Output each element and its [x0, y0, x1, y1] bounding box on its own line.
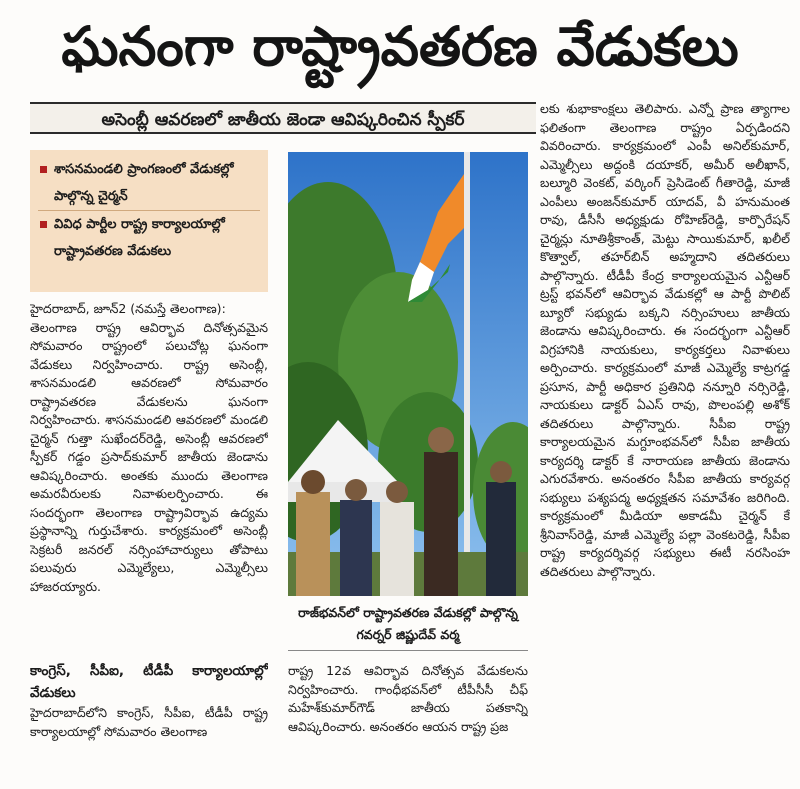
body-paragraph: లకు శుభాకాంక్షలు తెలిపారు. ఎన్నో ప్రాణ త్యాగాల ఫలితంగా తెలంగాణ రాష్ట్రం ఏర్పడిందని వివరించారు. కార్యక్రమంలో ఎంపీ అనిల్‌కుమార్‌, ఎమ్మెల్సీలు అద్దంకి దయాకర్‌, అమీర్‌ అలీఖాన్‌, బల్మూరి వెంకట్‌, వర్కింగ్‌ ప్రెసిడెంట్‌ గీతారెడ్డి, మాజీ ఎంపీలు అంజన్‌కుమార్‌ యాదవ్‌, వీ హనుమంత రావు, డీసీసీ అధ్యక్షుడు రోహిణ్‌రెడ్డి, కార్పొరేషన్‌ చైర్మన్లు నూతిశ్రీకాంత్‌, మెట్టు సాయికుమార్‌, ఖలీల్‌ కొత్వాల్‌, తహర్‌బిన్‌ అహ్మదాని తదితరులు పాల్గొన్నారు. టీడీపీ కేంద్ర కార్యాలయమైన ఎన్టీఆర్‌ ట్రస్ట్‌ భవన్‌లో ఆవిర్భావ వేడుకల్లో ఆ పార్టీ పొలిట్‌ బ్యూరో సభ్యుడు బక్కని నర్సింహులు జాతీయ జెండాను ఆవిష్కరించారు. ఈ సందర్భంగా ఎన్టీఆర్‌ విగ్రహానికి నాయకులు, కార్యకర్తలు నివాళులు అర్పించారు. కార్యక్రమంలో మాజీ ఎమ్మెల్యే కాట్రగడ్డ ప్రసూన, పార్టీ అధికార ప్రతినిధి నన్నూరి నర్సిరెడ్డి, నాయకులు డాక్టర్‌ ఏఎస్‌ రావు, పొలంపల్లి అశోక్‌ తదితరులు పాల్గొన్నారు. సీపీఐ రాష్ట్ర కార్యాలయమైన మగ్దూంభవన్‌లో సీపీఐ జాతీయ కార్యదర్శి డాక్టర్‌ కే నారాయణ జాతీయ జెండాను ఎగురవేశారు. అనంతరం సీపీఐ జాతీయ కార్యవర్గ సభ్యులు పశ్యపద్మ అధ్యక్షతన సమావేశం జరిగింది. కార్యక్రమంలో మీడియా అకాడమీ చైర్మన్‌ కే శ్రీనివాస్‌రెడ్డి, మాజీ ఎమ్మెల్యే పల్లా వెంకటరెడ్డి, సీపీఐ రాష్ట్ర కార్యదర్శివర్గ సభ్యులు ఈటీ నరసింహ తదితరులు పాల్గొన్నారు.: [540, 101, 790, 579]
flag-hoisting-photo: [288, 152, 528, 596]
bullet-icon: [40, 221, 47, 228]
highlight-text: వివిధ పార్టీల రాష్ట్ర కార్యాలయాల్లో రాష్ట్రావతరణ వేడుకలు: [54, 217, 225, 259]
photo-caption: రాజ్‌భవన్‌లో రాష్ట్రావతరణ వేడుకల్లో పాల్గొన్న గవర్నర్‌ జిష్ణుదేవ్‌ వర్మ: [288, 602, 528, 651]
body-paragraph: హైదరాబాద్‌లోని కాంగ్రెస్‌, సీపీఐ, టీడీపీ రాష్ట్ర కార్యాలయాల్లో సోమవారం తెలంగాణ: [30, 705, 268, 739]
body-paragraph: తెలంగాణ రాష్ట్ర ఆవిర్భావ దినోత్సవమైన సోమవారం రాష్ట్రంలో పలుచోట్ల ఘనంగా వేడుకలు నిర్వహించారు. రాష్ట్ర అసెంబ్లీ, శాసనమండలి ఆవరణలో సోమవారం రాష్ట్రావతరణ వేడుకలను ఘనంగా నిర్వహించారు. శాసనమండలి ఆవరణలో మండలి చైర్మన్‌ గుత్తా సుఖేందర్‌రెడ్డి, అసెంబ్లీ ఆవరణలో స్పీకర్‌ గడ్డం ప్రసాద్‌కుమార్‌ జాతీయ జెండాను ఆవిష్కరించారు. అంతకు ముందు తెలంగాణ అమరవీరులకు నివాళులర్పించారు. ఈ సందర్భంగా తెలంగాణ రాష్ట్రావిర్భావ ఉద్యమ ప్రస్థానాన్ని గుర్తుచేశారు. కార్యక్రమంలో అసెంబ్లీ సెక్రటరీ జనరల్‌ నర్సింహాచార్యులు తోపాటు పలువురు ఎమ్మెల్యేలు, ఎమ్మెల్సీలు హాజరయ్యారు.: [30, 319, 268, 594]
highlight-item: [38, 211, 260, 265]
headline: ఘనంగా రాష్ట్రావతరణ వేడుకలు: [61, 15, 739, 78]
column-1-lower: [30, 660, 268, 752]
column-1: [30, 300, 268, 660]
column-3: [540, 100, 790, 755]
side-heading: కాంగ్రెస్‌, సీపీఐ, టీడీపీ కార్యాలయాల్లో వేడుకలు: [30, 663, 268, 701]
highlights-box: [30, 150, 268, 292]
column-2-lower: [288, 662, 528, 754]
bullet-icon: [40, 166, 47, 173]
highlight-item: [38, 156, 260, 211]
body-paragraph: రాష్ట్ర 12వ ఆవిర్భావ దినోత్సవ వేడుకలను నిర్వహించారు. గాంధీభవన్‌లో టీపీసీసీ చీఫ్‌ మహేశ్‌కుమార్‌గౌడ్‌ జాతీయ పతకాన్ని ఆవిష్కరించారు. అనంతరం ఆయన రాష్ట్ర ప్రజ: [288, 663, 528, 734]
highlight-text: శాసనమండలి ప్రాంగణంలో వేడుకల్లో పాల్గొన్న చైర్మన్: [54, 162, 234, 204]
subheadline: అసెంబ్లీ ఆవరణలో జాతీయ జెండా ఆవిష్కరించిన స్పీకర్: [30, 102, 536, 134]
dateline: హైదరాబాద్‌, జూన్‌2 (నమస్తే తెలంగాణ):: [30, 301, 226, 316]
